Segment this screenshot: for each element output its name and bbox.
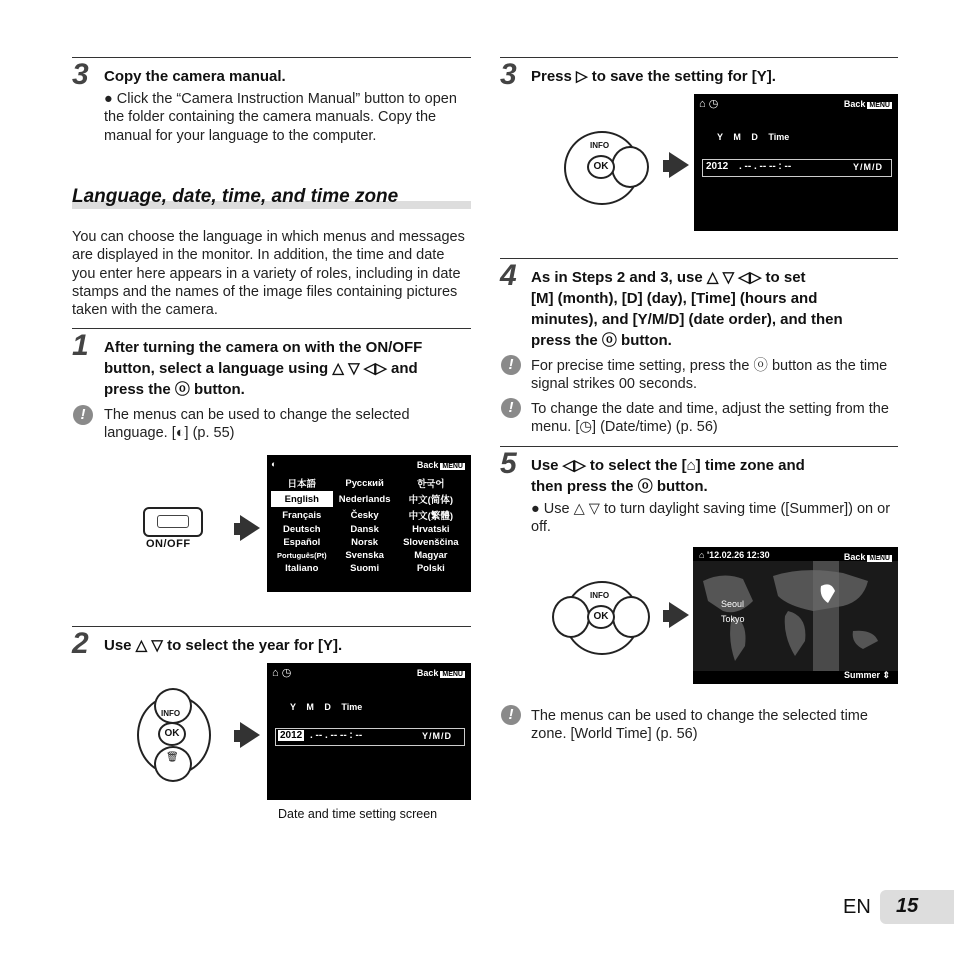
language-option: 한국어: [417, 479, 445, 490]
language-option: Português(Pt): [277, 551, 327, 560]
language-option: Česky: [350, 509, 379, 521]
page-number: 15: [896, 895, 919, 917]
language-option: Nederlands: [338, 493, 391, 505]
language-option: Hrvatski: [412, 524, 450, 535]
rule-step2: [72, 626, 471, 627]
language-option: 中文(简体): [408, 495, 453, 506]
step-number: 3: [500, 58, 517, 91]
step-number: 2: [72, 627, 89, 660]
note-text: For precise time setting, press the ⓞ button as the time signal strikes 00 seconds.: [531, 358, 888, 393]
date-columns: Y M D Time: [717, 132, 790, 142]
step-heading: Press ▷ to save the setting for [Y].: [531, 68, 776, 85]
date-rest: . -- . -- -- : --: [739, 161, 792, 172]
date-order: Y/M/D: [852, 162, 883, 172]
language-option: Slovenščina: [403, 537, 459, 548]
screen-caption: Date and time setting screen: [278, 807, 438, 821]
language-option: Deutsch: [283, 524, 321, 535]
info-label: INFO: [161, 709, 181, 718]
screen-back: Back MENU: [843, 552, 890, 562]
language-option: Suomi: [350, 563, 380, 574]
dial-right-highlight: [612, 596, 650, 638]
onoff-button-graphic: [143, 507, 203, 537]
rule-step3-right: [500, 57, 898, 58]
language-option: Dansk: [350, 524, 379, 535]
footer-lang: EN: [843, 896, 871, 918]
intro-paragraph: You can choose the language in which menus and messages are displayed in the monitor. In addition, the time and date you enter here appears in a variety of roles, including in date stamps and the names of the image files containing pictures taken with the camera.: [72, 229, 465, 319]
note-text: The menus can be used to change the selected time zone. [World Time] (p. 56): [531, 708, 868, 743]
year-value: 2012: [280, 730, 303, 741]
language-screen: [267, 455, 471, 592]
button-inner: [157, 515, 189, 528]
screen-back: Back MENU: [416, 668, 463, 678]
note-icon: !: [501, 398, 521, 418]
step-bullet: ● Click the “Camera Instruction Manual” button to open the folder containing the camera manuals. Copy the manual for your language to the computer.: [104, 91, 457, 144]
note-text: To change the date and time, adjust the setting from the menu. [◷] (Date/time) (p. 56): [531, 401, 889, 436]
step-heading: Use △ ▽ to select the year for [Y].: [104, 637, 343, 654]
step-heading-line1: As in Steps 2 and 3, use △ ▽ ◁▷ to set: [531, 269, 806, 286]
year-value: 2012: [706, 161, 729, 172]
language-row: [271, 562, 465, 575]
step-heading-line2: button, select a language using △ ▽ ◁▷ and: [104, 360, 418, 377]
step-heading-line1: After turning the camera on with the ON/OFF: [104, 339, 423, 356]
section-title-bar: [72, 186, 471, 210]
arrow-right-icon: [240, 515, 260, 541]
world-time-screen: [693, 547, 898, 684]
language-option: Español: [283, 537, 321, 548]
info-label: INFO: [590, 141, 610, 150]
screen-back: Back MENU: [416, 460, 463, 470]
dial-up-highlight: [154, 688, 192, 724]
rule-step3-left: [72, 57, 471, 58]
section-title: Language, date, time, and time zone: [72, 186, 399, 207]
note-icon: !: [501, 355, 521, 375]
date-screen-step2: [267, 663, 471, 800]
trash-icon: 🗑: [166, 752, 179, 763]
step-heading-line2: then press the ⓞ button.: [531, 478, 708, 495]
dial-left-highlight: [552, 596, 590, 638]
language-icon: ◐: [271, 459, 277, 469]
note-icon: !: [73, 405, 93, 425]
screen-date: ⌂ '12.02.26 12:30: [699, 550, 770, 560]
arrow-right-icon: [669, 602, 689, 628]
rule-step5: [500, 446, 898, 447]
step-heading: Copy the camera manual.: [104, 68, 286, 85]
language-row: [271, 475, 465, 491]
ok-button: OK: [158, 722, 186, 746]
language-option: Italiano: [285, 563, 319, 574]
step-heading-line2: [M] (month), [D] (day), [Time] (hours and: [531, 290, 818, 307]
dial-right-highlight: [611, 146, 649, 188]
summer-label: Summer ⇕: [843, 670, 890, 680]
page-number-tab: [880, 890, 954, 924]
language-row: [271, 491, 465, 507]
step-number: 4: [500, 259, 517, 292]
language-row: [271, 536, 465, 549]
date-field: [702, 159, 892, 177]
info-label: INFO: [590, 591, 610, 600]
step-heading-line4: press the ⓞ button.: [531, 332, 672, 349]
language-row: [271, 507, 465, 523]
rule-step4: [500, 258, 898, 259]
city-label: Tokyo: [721, 614, 745, 624]
home-icon: ⌂ ◷: [699, 98, 719, 110]
language-option: 中文(繁體): [408, 511, 453, 522]
language-option: Polski: [416, 563, 445, 574]
rule-step1: [72, 328, 471, 329]
language-option: Français: [282, 509, 322, 521]
language-option: 日本語: [287, 479, 317, 490]
step-bullet: ● Use △ ▽ to turn daylight saving time ([Summer]) on or off.: [531, 501, 891, 536]
language-option: English: [271, 491, 333, 507]
date-screen-step3: [694, 94, 898, 231]
language-option: Norsk: [351, 537, 379, 548]
onoff-label: ON/OFF: [146, 538, 191, 550]
language-row: [271, 523, 465, 536]
language-row: [271, 549, 465, 562]
language-option: Svenska: [345, 550, 384, 561]
note-icon: !: [501, 705, 521, 725]
language-grid: [271, 475, 465, 575]
note-text: The menus can be used to change the selected language. [◐] (p. 55): [104, 407, 410, 442]
step-heading-line1: Use ◁▷ to select the [⌂] time zone and: [531, 457, 805, 474]
language-option: Magyar: [414, 550, 448, 561]
date-columns: Y M D Time: [290, 702, 363, 712]
date-rest: . -- . -- -- : --: [310, 730, 363, 741]
ok-button: OK: [587, 155, 615, 179]
step-number: 3: [72, 58, 89, 91]
date-field: [275, 728, 465, 746]
city-label: Seoul: [721, 599, 745, 609]
step-heading-line3: minutes), and [Y/M/D] (date order), and then: [531, 311, 843, 328]
arrow-right-icon: [669, 152, 689, 178]
screen-back: Back MENU: [843, 99, 890, 109]
date-order: Y/M/D: [421, 731, 452, 741]
home-icon: ⌂ ◷: [272, 667, 292, 679]
ok-button: OK: [587, 605, 615, 629]
step-number: 5: [500, 447, 517, 480]
step-heading-line3: press the ⓞ button.: [104, 381, 245, 398]
arrow-right-icon: [240, 722, 260, 748]
step-number: 1: [72, 329, 89, 362]
language-option: Русский: [345, 477, 384, 489]
